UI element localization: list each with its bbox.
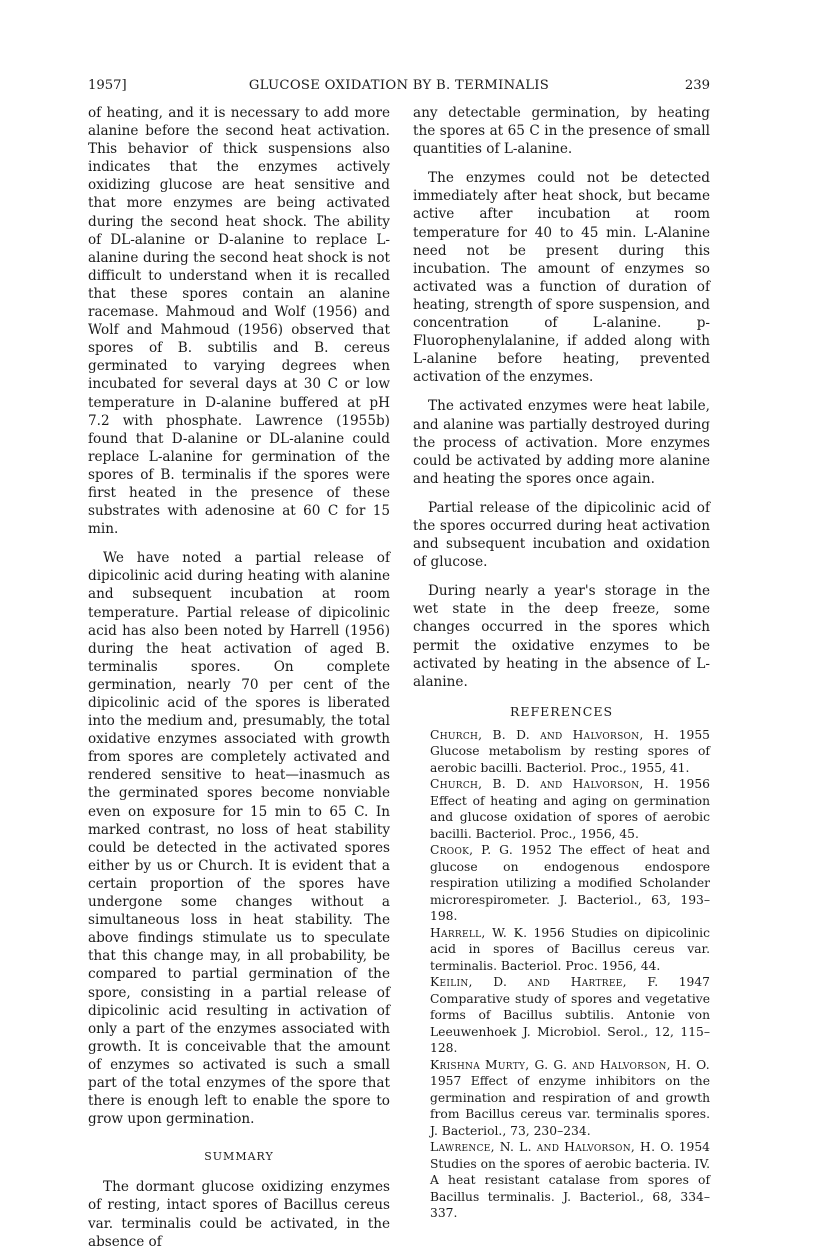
reference-authors: Lawrence, N. L. and Halvorson, H. O. [430, 1140, 675, 1155]
reference-text: 1956 Effect of heating and aging on germination and glucose oxidation of spores of aerobic bacilli. Bacteriol. Proc., 1956, 45. [430, 777, 710, 841]
paragraph: The enzymes could not be detected immediately after heat shock, but became active after incubation at room temperature for 40 to 45 min. L-Alanine need not be present during this incubation. The amount of enzymes so activated was a function of duration of heating, strength of spore suspension, and concentration of L-alanine. p-Fluorophenylalanine, if added along with L-alanine before heating, prevented activation of the enzymes. [413, 170, 710, 386]
reference-item [413, 776, 710, 842]
reference-text: 1957 Effect of enzyme inhibitors on the germination and respiration of and growth from Bacillus cereus var. terminalis spores. J. Bacteriol., 73, 230–234. [430, 1074, 710, 1138]
paragraph: Partial release of the dipicolinic acid of the spores occurred during heat activation and subsequent incubation and oxidation of glucose. [413, 499, 710, 571]
running-title: GLUCOSE OXIDATION BY B. TERMINALIS [248, 78, 550, 93]
paragraph: any detectable germination, by heating the spores at 65 C in the presence of small quantities of L-alanine. [413, 105, 710, 158]
reference-authors: Harrell, W. K. [430, 925, 528, 940]
reference-list [413, 727, 710, 1222]
reference-authors: Keilin, D. and Hartree, F. [430, 975, 659, 990]
paragraph: The activated enzymes were heat labile, and alanine was partially destroyed during the process of activation. More enzymes could be activated by adding more alanine and heating the spores once again. [413, 398, 710, 487]
reference-text: 1952 The effect of heat and glucose on endogenous endospore respiration utilizing a modified Scholander microrespirometer. J. Bacteriol., 63, 193–198. [430, 843, 710, 924]
paragraph: During nearly a year's storage in the wet state in the deep freeze, some changes occurred in the spores which permit the oxidative enzymes to be activated by heating in the absence of L-alanine. [413, 583, 710, 690]
left-column [88, 104, 390, 1251]
reference-item [413, 1057, 710, 1140]
reference-item [413, 1139, 710, 1222]
right-column [413, 104, 710, 1222]
summary-heading: SUMMARY [204, 1150, 274, 1164]
reference-text: 1956 Studies on dipicolinic acid in spores of Bacillus cereus var. terminalis. Bacteriol. Proc. 1956, 44. [430, 925, 710, 973]
reference-text: 1954 Studies on the spores of aerobic bacteria. IV. A heat resistant catalase from spores of Bacillus terminalis. J. Bacteriol., 68, 334–337. [430, 1140, 710, 1221]
summary-paragraph: The dormant glucose oxidizing enzymes of resting, intact spores of Bacillus cereus var. terminalis could be activated, in the absence of [88, 1179, 390, 1250]
reference-authors: Krishna Murty, G. G. and Halvorson, H. O. [430, 1057, 710, 1072]
running-header [88, 78, 710, 98]
reference-item [413, 727, 710, 777]
page-number: 239 [684, 78, 710, 93]
reference-item [413, 974, 710, 1057]
paragraph: of heating, and it is necessary to add more alanine before the second heat activation. This behavior of thick suspensions also indicates that the enzymes actively oxidizing glucose are heat sensitive and that more enzymes are being activated during the second heat shock. The ability of DL-alanine or D-alanine to replace L-alanine during the second heat shock is not difficult to understand when it is recalled that these spores contain an alanine racemase. Mahmoud and Wolf (1956) and Wolf and Mahmoud (1956) observed that spores of B. subtilis and B. cereus germinated to varying degrees when incubated for several days at 30 C or low temperature in D-alanine buffered at pH 7.2 with phosphate. Lawrence (1955b) found that D-alanine or DL-alanine could replace L-alanine for germination of the spores of B. terminalis if the spores were first heated in the presence of these substrates with adenosine at 60 C for 15 min. [88, 105, 390, 538]
references-heading: REFERENCES [509, 703, 614, 719]
reference-authors: Church, B. D. and Halvorson, H. [430, 777, 669, 792]
reference-text: 1947 Comparative study of spores and vegetative forms of Bacillus subtilis. Antonie von Leeuwenhoek J. Microbiol. Serol., 12, 115–128. [430, 975, 710, 1056]
reference-authors: Crook, P. G. [430, 843, 514, 858]
reference-authors: Church, B. D. and Halvorson, H. [430, 727, 669, 742]
paragraph: We have noted a partial release of dipicolinic acid during heating with alanine and subsequent incubation at room temperature. Partial release of dipicolinic acid has also been noted by Harrell (1956) during the heat activation of aged B. terminalis spores. On complete germination, nearly 70 per cent of the dipicolinic acid of the spores is liberated into the medium and, presumably, the total oxidative enzymes associated with growth from spores are completely activated and rendered sensitive to heat—inasmuch as the germinated spores become nonviable even on exposure for 15 min to 65 C. In marked contrast, no loss of heat stability could be detected in the activated spores either by us or Church. It is evident that a certain proportion of the spores have undergone some changes without a simultaneous loss in heat stability. The above findings stimulate us to speculate that this change may, in all probability, be compared to partial germination of the spore, consisting in a partial release of dipicolinic acid resulting in activation of only a part of the enzymes associated with growth. It is conceivable that the amount of enzymes so activated is such a small part of the total enzymes of the spore that there is enough left to enable the spore to grow upon germination. [88, 550, 390, 1128]
journal-year: 1957] [88, 78, 127, 93]
reference-text: 1955 Glucose metabolism by resting spores of aerobic bacilli. Bacteriol. Proc., 1955, 41. [430, 727, 710, 775]
reference-item [413, 925, 710, 975]
reference-item [413, 842, 710, 925]
